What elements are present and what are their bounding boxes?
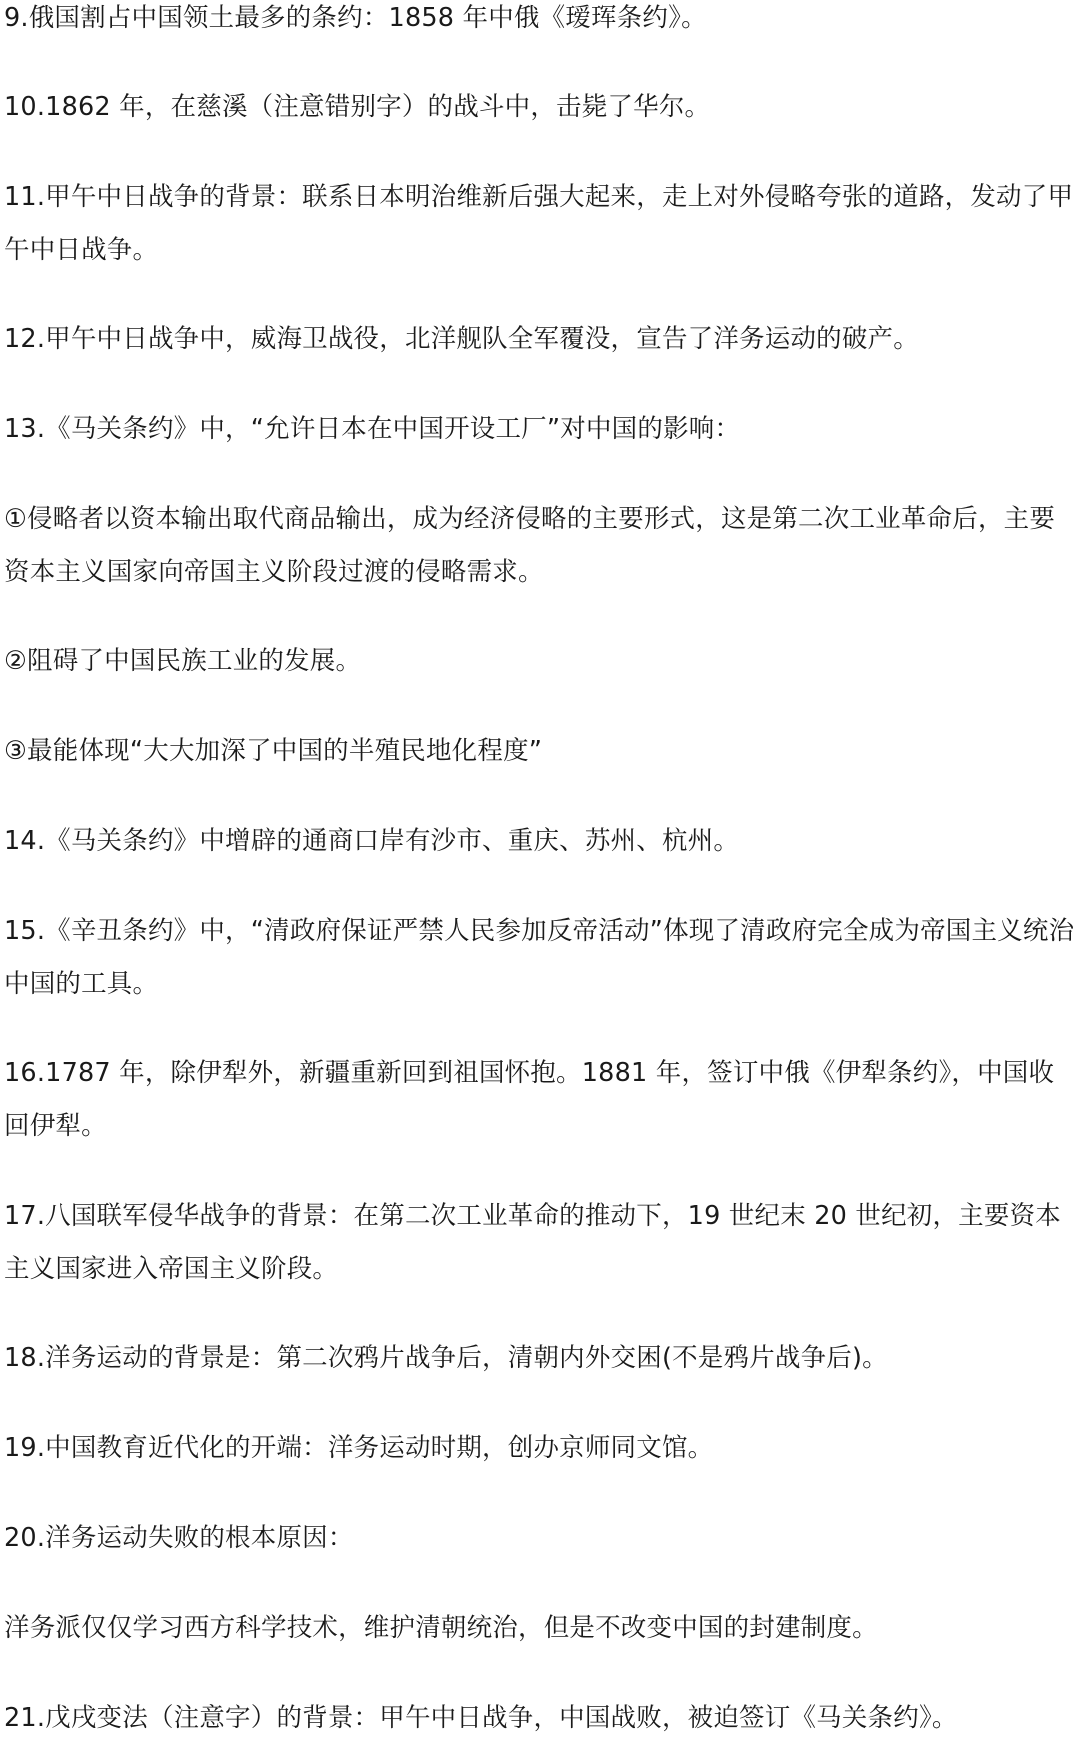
item-13: 13.《马关条约》中，“允许日本在中国开设工厂”对中国的影响：	[4, 414, 741, 444]
item-20-detail: 洋务派仅仅学习西方科学技术，维护清朝统治，但是不改变中国的封建制度。	[4, 1613, 878, 1643]
item-20: 20.洋务运动失败的根本原因：	[4, 1523, 354, 1553]
item-10: 10.1862 年，在慈溪（注意错别字）的战斗中，击毙了华尔。	[4, 92, 711, 122]
item-19: 19.中国教育近代化的开端：洋务运动时期，创办京师同文馆。	[4, 1433, 714, 1463]
item-17: 17.八国联军侵华战争的背景：在第二次工业革命的推动下，19 世纪末 20 世纪初，主要资本主义国家进入帝国主义阶段。	[4, 1201, 1061, 1284]
item-14: 14.《马关条约》中增辟的通商口岸有沙市、重庆、苏州、杭州。	[4, 826, 740, 856]
item-18: 18.洋务运动的背景是：第二次鸦片战争后，清朝内外交困(不是鸦片战争后)。	[4, 1343, 888, 1373]
item-12: 12.甲午中日战争中，威海卫战役，北洋舰队全军覆没，宣告了洋务运动的破产。	[4, 324, 919, 354]
item-21: 21.戊戌变法（注意字）的背景：甲午中日战争，中国战败，被迫签订《马关条约》。	[4, 1703, 958, 1733]
item-13-point-1: ①侵略者以资本输出取代商品输出，成为经济侵略的主要形式，这是第二次工业革命后，主要资本主义国家向帝国主义阶段过渡的侵略需求。	[4, 504, 1056, 587]
item-13-point-3: ③最能体现“大大加深了中国的半殖民地化程度”	[4, 736, 543, 766]
item-9: 9.俄国割占中国领土最多的条约：1858 年中俄《瑷珲条约》。	[4, 3, 707, 33]
item-11: 11.甲午中日战争的背景：联系日本明治维新后强大起来，走上对外侵略夸张的道路，发动了甲午中日战争。	[4, 182, 1074, 265]
item-13-point-2: ②阻碍了中国民族工业的发展。	[4, 646, 362, 676]
item-15: 15.《辛丑条约》中，“清政府保证严禁人民参加反帝活动”体现了清政府完全成为帝国主义统治中国的工具。	[4, 916, 1075, 999]
item-16: 16.1787 年，除伊犁外，新疆重新回到祖国怀抱。1881 年，签订中俄《伊犁条约》，中国收回伊犁。	[4, 1058, 1055, 1141]
